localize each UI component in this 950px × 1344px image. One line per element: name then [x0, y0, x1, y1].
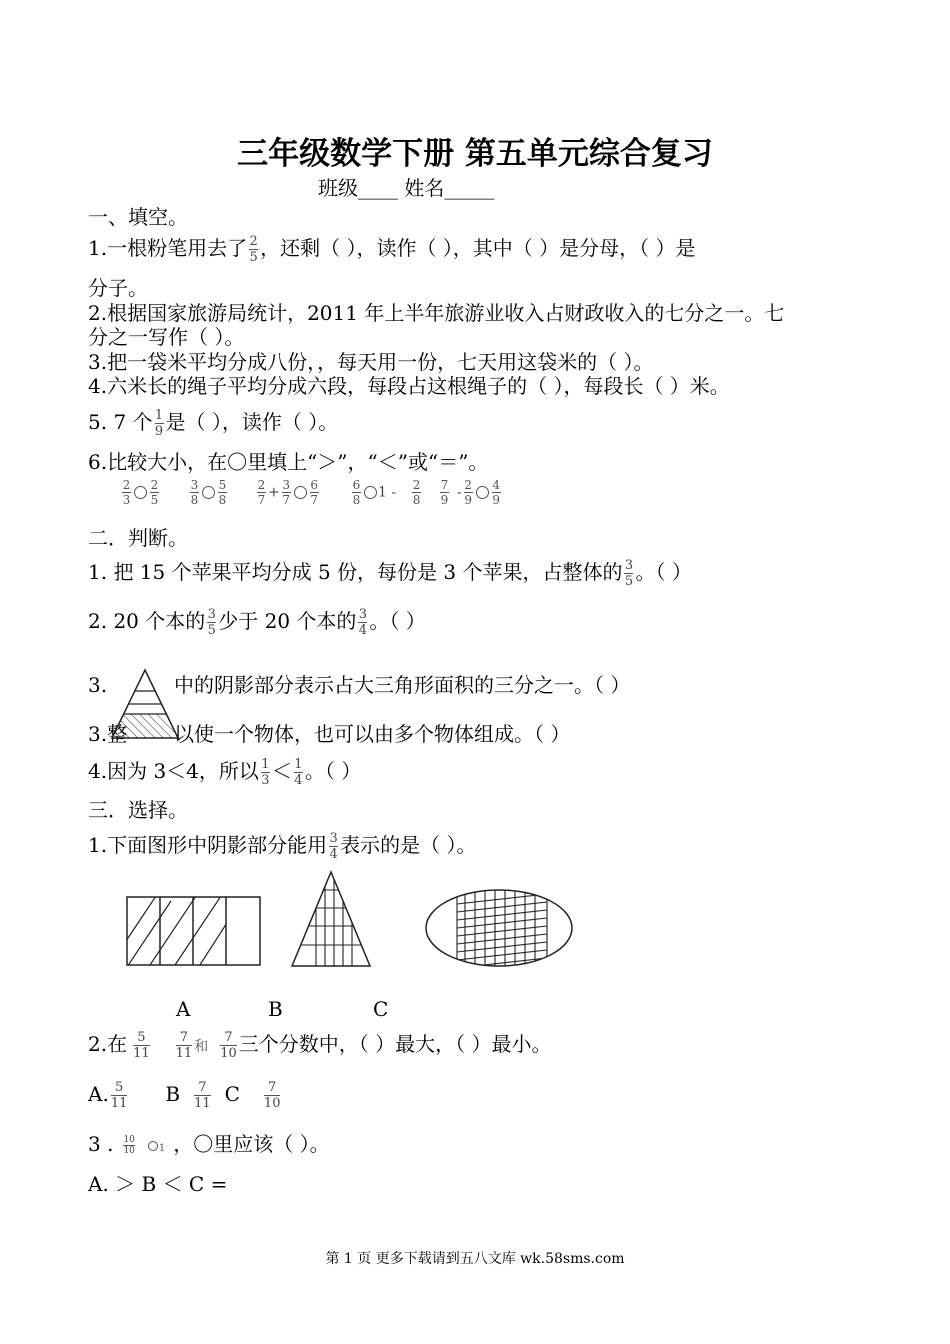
compare-circle [134, 486, 147, 499]
q1-3: 3.把一袋米平均分成八份，，每天用一份，七天用这袋米的（ ）。 [88, 350, 654, 374]
section-1-heading: 一、填空。 [88, 205, 188, 229]
class-name-line: 班级____ 姓名_____ [318, 176, 495, 200]
text: ，还剩（ ），读作（ ），其中（ ）是分母，（ ）是 [260, 236, 696, 260]
q2-3-num: 3. [88, 673, 108, 697]
q1-6: 6.比较大小，在〇里填上“＞”，“＜”或“＝”。 [88, 450, 489, 474]
q3-2: 2.在 $\frac{5}{11}$ $\frac{7}{11}$ 和 $\frac{7}{10}$ 三个分数中，（ ）最大，（ ）最小。 [88, 1030, 552, 1061]
compare-circle [294, 486, 307, 499]
compare-3: $\frac{2}{7}$ + $\frac{3}{7}$ $\frac{6}{7}$ [257, 478, 319, 507]
q2-2: 2. 20 个本的 $\frac{3}{5}$ 少于 20 个本的 $\frac{3}{4}$ 。（ ） [88, 607, 426, 638]
text: 5. 7 个 [88, 410, 153, 434]
figure-c-ellipse [425, 888, 575, 968]
text: 是（ ），读作（ ）。 [165, 410, 339, 434]
fraction: $\frac{1}{4}$ [294, 757, 303, 788]
q3-3: 3 . $\frac{10}{10}$ 1 ，〇里应该（ ）。 [88, 1132, 330, 1156]
q2-4: 4.因为 3＜4，所以 $\frac{1}{3}$ ＜ $\frac{1}{4}$ 。（ ） [88, 757, 362, 788]
compare-5: $\frac{7}{9}$ - $\frac{2}{9}$ $\frac{4}{9}$ [440, 478, 501, 507]
q1-2-line1: 2.根据国家旅游局统计，2011 年上半年旅游业收入占财政收入的七分之一。七 [88, 301, 785, 325]
label-b: B [268, 997, 283, 1021]
q1-1-cont: 分子。 [88, 276, 148, 300]
q3-2-options: A. $\frac{5}{11}$ B $\frac{7}{11}$ C $\frac{7}{10}$ [88, 1080, 281, 1111]
fraction: $\frac{7}{11}$ [194, 1080, 211, 1111]
fraction: $\frac{7}{10}$ [220, 1030, 237, 1061]
fraction: $\frac{2}{5}$ [249, 234, 258, 265]
fraction: $\frac{3}{5}$ [624, 558, 634, 589]
fraction: $\frac{3}{4}$ [358, 607, 368, 638]
compare-circle [364, 486, 377, 499]
compare-4: $\frac{6}{8}$ 1 - $\frac{2}{8}$ [352, 478, 421, 507]
fraction: $\frac{3}{5}$ [207, 607, 216, 638]
q2-3: 中的阴影部分表示占大三角形面积的三分之一。（ ） [174, 673, 631, 697]
fraction: $\frac{7}{11}$ [175, 1030, 193, 1061]
compare-circle [148, 1141, 158, 1151]
figure-a-rectangle [126, 896, 262, 966]
fraction: $\frac{7}{10}$ [263, 1080, 281, 1111]
compare-circle [202, 486, 215, 499]
compare-1: $\frac{2}{3}$ $\frac{2}{5}$ [122, 478, 159, 507]
fraction: $\frac{5}{11}$ [110, 1080, 128, 1111]
q1-2-line2: 分之一写作（ ）。 [88, 325, 245, 349]
page-title: 三年级数学下册 第五单元综合复习 [237, 136, 713, 172]
q1-4: 4.六米长的绳子平均分成六段，每段占这根绳子的（ ），每段长（ ）米。 [88, 374, 730, 398]
q2-1: 1. 把 15 个苹果平均分成 5 份，每份是 3 个苹果，占整体的 $\frac{3}{5}$ 。（ ） [88, 558, 692, 589]
fraction: $\frac{10}{10}$ [123, 1135, 135, 1156]
q2-3b: 以使一个物体，也可以由多个物体组成。（ ） [174, 722, 571, 746]
q2-3b-num: 3.整 [88, 722, 128, 746]
section-2-heading: 二．判断。 [88, 526, 188, 550]
compare-circle [476, 486, 489, 499]
text: 1.一根粉笔用去了 [88, 236, 248, 260]
page-footer: 第 1 页 更多下载请到五八文库 wk.58sms.com [325, 1251, 625, 1267]
q3-3-options: A. ＞ B ＜ C = [88, 1172, 228, 1196]
label-a: A [176, 997, 191, 1021]
fraction: $\frac{1}{3}$ [261, 757, 270, 788]
q1-1 [88, 234, 696, 265]
section-3-heading: 三．选择。 [88, 798, 188, 822]
q3-1: 1.下面图形中阴影部分能用 $\frac{3}{4}$ 表示的是（ ）。 [88, 831, 477, 862]
fraction: $\frac{5}{11}$ [133, 1030, 150, 1061]
q1-5 [88, 408, 338, 439]
fraction: $\frac{3}{4}$ [329, 831, 338, 862]
fraction: $\frac{1}{9}$ [154, 408, 164, 439]
compare-2: $\frac{3}{8}$ $\frac{5}{8}$ [190, 478, 227, 507]
figure-b-triangle [290, 870, 372, 968]
label-c: C [373, 997, 389, 1021]
